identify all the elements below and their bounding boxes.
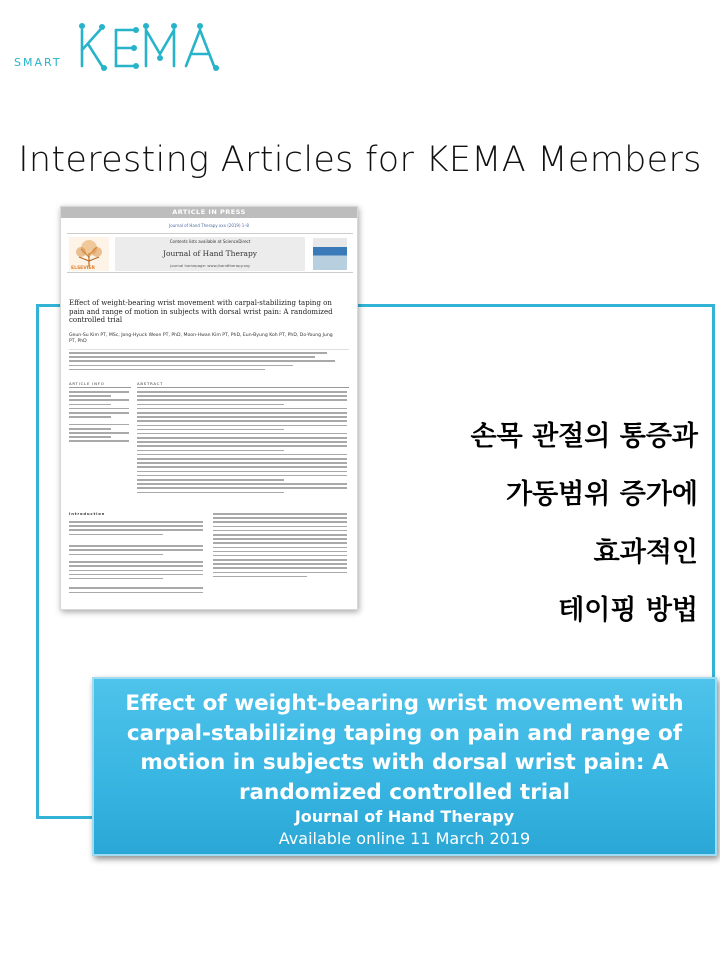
caption-available-date: Available online 11 March 2019 (278, 829, 531, 848)
article-thumbnail (60, 206, 358, 610)
journal-name: Journal of Hand Therapy (162, 249, 258, 258)
kema-logo (14, 18, 214, 78)
korean-headline-line: 테이핑 방법 (558, 595, 698, 626)
korean-headline-line: 가동범위 증가에 (506, 479, 698, 510)
intro-column-left (69, 521, 203, 596)
korean-headline-line: 효과적인 (593, 537, 698, 568)
caption-journal-name: Journal of Hand Therapy (294, 807, 515, 826)
intro-column-right (213, 513, 347, 580)
english-title-line: randomized controlled trial (238, 779, 571, 805)
english-title-line: motion in subjects with dorsal wrist pain: A (140, 750, 669, 775)
journal-cover-icon (313, 238, 347, 270)
journal-header (67, 233, 353, 273)
journal-box (115, 237, 305, 271)
english-title-line: Effect of weight-bearing wrist movement with (125, 691, 684, 716)
article-in-press-banner: ARTICLE IN PRESS (61, 207, 357, 218)
paper-title: Effect of weight-bearing wrist movement with carpal-stabilizing taping on pain and range of motion in subjects with dorsal wrist pain: A randomized controlled trial (69, 299, 333, 324)
article-caption-box (92, 677, 717, 856)
article-english-title (94, 689, 715, 807)
journal-homepage: journal homepage: www.jhandtherapy.org (170, 263, 250, 268)
paper-citation: Journal of Hand Therapy xxx (2019) 1–8 (169, 223, 249, 228)
korean-headline (368, 408, 698, 640)
logo-kema-mark (76, 18, 226, 74)
contents-note: Contents lists available at ScienceDirect (169, 239, 251, 244)
logo-smart-text: SMART (14, 56, 62, 69)
abstract-text (137, 391, 347, 496)
article-info-text (69, 391, 129, 445)
publisher-label: ELSEVIER (71, 266, 95, 271)
abstract-label: ABSTRACT (137, 381, 349, 388)
introduction-label: Introduction (69, 511, 106, 516)
paper-affiliations (69, 349, 349, 373)
article-info-label: ARTICLE INFO (69, 381, 131, 388)
korean-headline-line: 손목 관절의 통증과 (470, 421, 698, 452)
page-title: Interesting Articles for KEMA Members (18, 140, 702, 180)
english-title-line: carpal-stabilizing taping on pain and range of (126, 720, 683, 746)
paper-authors: Geun-Su Kim PT, MSc, Jong-Hyuck Weon PT, PhD, Moon-Hwan Kim PT, PhD, Eun-Byung Koh PT, PhD, Do-Young Jung PT, PhD (69, 333, 333, 344)
